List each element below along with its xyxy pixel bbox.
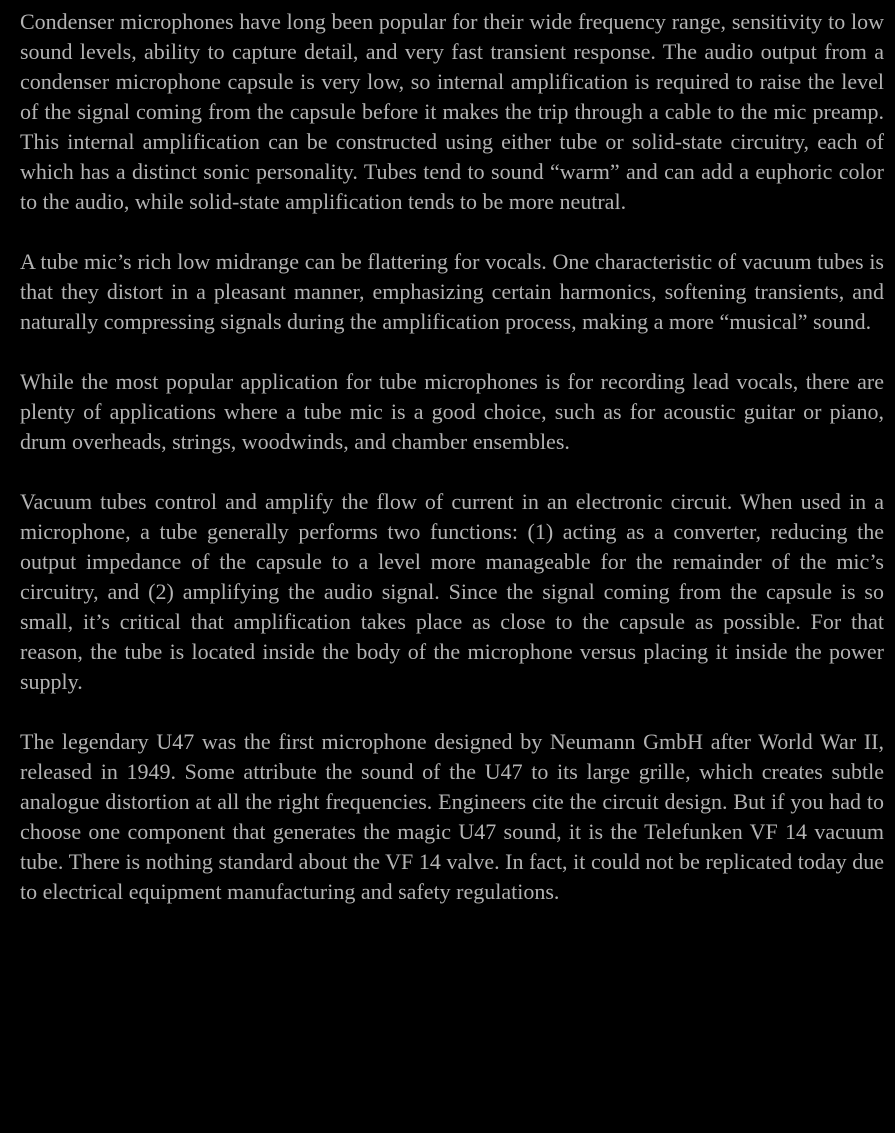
paragraph-u47-history: The legendary U47 was the first microphone designed by Neumann GmbH after World War II, released in 1949. Some attribute the sound of the U47 to its large grille, which creates subtle analogue distortion at all the right frequencies. Engineers cite the circuit design. But if you had to choose one component that generates the magic U47 sound, it is the Telefunken VF 14 vacuum tube. There is nothing standard about the VF 14 valve. In fact, it could not be replicated today due to electrical equipment manufacturing and safety regulations. [20,729,884,904]
paragraph-applications: While the most popular application for tube microphones is for recording lead vocals, there are plenty of applications where a tube mic is a good choice, such as for acoustic guitar or piano, drum overheads, strings, woodwinds, and chamber ensembles. [20,369,884,454]
paragraph-vacuum-tubes: Vacuum tubes control and amplify the flow of current in an electronic circuit. When used in a microphone, a tube generally performs two functions: (1) acting as a converter, reducing the output impedance of the capsule to a level more manageable for the remainder of the mic’s circuitry, and (2) amplifying the audio signal. Since the signal coming from the capsule is so small, it’s critical that amplification takes place as close to the capsule as possible. For that reason, the tube is located inside the body of the microphone versus placing it inside the power supply. [20,489,884,694]
paragraph-tube-midrange: A tube mic’s rich low midrange can be flattering for vocals. One characteristic of vacuum tubes is that they distort in a pleasant manner, emphasizing certain harmonics, softening transients, and naturally compressing signals during the amplification process, making a more “musical” sound. [20,249,884,334]
paragraph-condenser-intro: Condenser microphones have long been popular for their wide frequency range, sensitivity to low sound levels, ability to capture detail, and very fast transient response. The audio output from a condenser microphone capsule is very low, so internal amplification is required to raise the level of the signal coming from the capsule before it makes the trip through a cable to the mic preamp. This internal amplification can be constructed using either tube or solid-state circuitry, each of which has a distinct sonic personality. Tubes tend to sound “warm” and can add a euphoric color to the audio, while solid-state amplification tends to be more neutral. [20,9,884,214]
article-body [20,7,884,907]
